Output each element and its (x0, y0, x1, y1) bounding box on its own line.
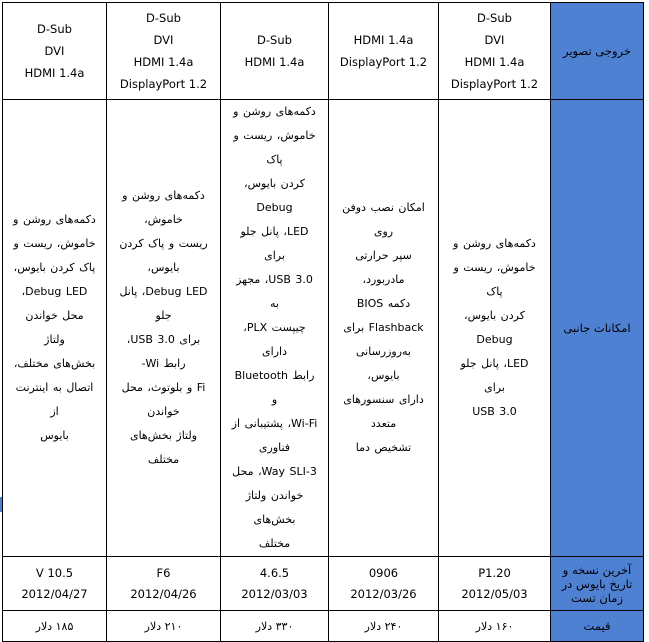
output-text: DisplayPort 1.2 (119, 77, 208, 91)
cell-features-5 (439, 100, 551, 557)
cell-output-4 (329, 3, 439, 100)
cell-features-3 (221, 100, 329, 557)
feature-line: پاک کردن بایوس، (13, 261, 96, 274)
bios-version: V 10.5 (35, 565, 74, 580)
cell-output-1 (3, 3, 107, 100)
feature-line: خاموش، ریست و (13, 237, 96, 250)
output-text: DisplayPort 1.2 (339, 55, 428, 69)
motherboard-comparison-table (2, 2, 644, 642)
output-text: DisplayPort 1.2 (450, 77, 539, 91)
row-header-bios: آخرین نسخه و تاریخ بایوس در زمان تست (551, 557, 644, 611)
bios-date: 2012/03/26 (350, 586, 417, 601)
output-text: HDMI 1.4a (464, 55, 525, 69)
cell-features-4 (329, 100, 439, 557)
feature-line: 3-Way SLI، محل (232, 465, 317, 478)
bios-date: 2012/04/26 (130, 586, 197, 601)
feature-line: خاموش، ریست و پاک (453, 261, 536, 298)
feature-line: Flashback برای (343, 321, 424, 334)
output-text: D-Sub (257, 33, 292, 47)
feature-line: تشخیص دما (355, 441, 412, 454)
feature-line: کردن بایوس، Debug (464, 309, 525, 346)
feature-line: ولتاژ بخش‌های مختلف (129, 429, 198, 466)
row-video-output (3, 3, 644, 100)
feature-line: Wi-Fi، پشتیبانی از (231, 417, 318, 430)
feature-line: دارای سنسورهای متعدد (343, 393, 424, 430)
selection-marker (0, 497, 2, 512)
output-text: D-Sub (37, 22, 72, 36)
bios-version: P1.20 (478, 565, 511, 580)
row-features (3, 100, 644, 557)
feature-line: Fi و بلوتوث، محل خواندن (121, 381, 206, 418)
feature-line: دکمه‌های روشن و (233, 105, 316, 118)
cell-price-4: ۲۴۰ دلار (329, 611, 439, 642)
feature-line: به‌روزرسانی بایوس، (355, 345, 411, 382)
bios-date: 2012/03/03 (241, 586, 308, 601)
cell-bios-3 (221, 557, 329, 611)
feature-line: خاموش، ریست و پاک (233, 129, 316, 166)
cell-price-5: ۱۶۰ دلار (439, 611, 551, 642)
row-header-features: امکانات جانبی (551, 100, 644, 557)
bios-version: F6 (156, 565, 171, 580)
feature-line: خواندن ولتاژ بخش‌های (245, 489, 304, 526)
output-text: HDMI 1.4a (133, 55, 194, 69)
bios-version: 4.6.5 (259, 565, 290, 580)
cell-bios-1 (3, 557, 107, 611)
output-text: HDMI 1.4a (244, 55, 305, 69)
feature-line: امکان نصب دوفن روی (342, 201, 425, 238)
feature-line: ریست و پاک کردن بایوس، (119, 237, 208, 274)
feature-line: چیپست PLX، دارای (243, 321, 306, 358)
output-text: DVI (44, 44, 65, 58)
cell-bios-5 (439, 557, 551, 611)
bios-date: 2012/04/27 (21, 586, 88, 601)
feature-line: دکمه‌های روشن و خاموش، (122, 189, 205, 226)
feature-line: محل خواندن ولتاژ (25, 309, 84, 346)
feature-line: USB 3.0 (472, 405, 517, 418)
comparison-table-wrapper (2, 2, 643, 633)
cell-output-3 (221, 3, 329, 100)
feature-line: رابط Bluetooth و (234, 369, 315, 406)
bios-version: 0906 (368, 565, 399, 580)
output-text: HDMI 1.4a (353, 33, 414, 47)
cell-output-5 (439, 3, 551, 100)
cell-price-2: ۲۱۰ دلار (107, 611, 221, 642)
feature-line: برای USB 3.0، رابط Wi- (126, 333, 201, 370)
cell-price-3: ۳۳۰ دلار (221, 611, 329, 642)
row-header-price: قیمت (551, 611, 644, 642)
cell-features-2 (107, 100, 221, 557)
output-text: D-Sub (477, 11, 512, 25)
feature-line: دکمه‌های روشن و (13, 213, 96, 226)
feature-line: دکمه‌های روشن و (453, 237, 536, 250)
feature-line: اتصال به اینترنت از (15, 381, 94, 418)
feature-line: LED، پانل جلو برای (460, 357, 529, 394)
feature-line: بخش‌های مختلف، (13, 357, 96, 370)
feature-line: LED، پانل جلو برای (240, 225, 309, 262)
feature-line: Debug LED، (21, 285, 88, 298)
feature-line: Debug LED، پانل جلو (119, 285, 208, 322)
feature-line: دکمه BIOS (356, 297, 411, 310)
row-bios-version (3, 557, 644, 611)
cell-price-1: ۱۸۵ دلار (3, 611, 107, 642)
feature-line: USB 3.0، مجهز به (236, 273, 313, 310)
feature-line: فناوری (258, 441, 291, 454)
feature-line: بایوس (40, 429, 69, 442)
bios-date: 2012/05/03 (461, 586, 528, 601)
feature-line: مختلف (258, 537, 291, 550)
feature-line: کردن بایوس، Debug (244, 177, 305, 214)
row-header-output: خروجی تصویر (551, 3, 644, 100)
cell-bios-4 (329, 557, 439, 611)
cell-features-1 (3, 100, 107, 557)
output-text: DVI (153, 33, 174, 47)
output-text: DVI (484, 33, 505, 47)
output-text: HDMI 1.4a (24, 66, 85, 80)
row-price (3, 611, 644, 642)
output-text: D-Sub (146, 11, 181, 25)
cell-bios-2 (107, 557, 221, 611)
feature-line: سپر حرارتی مادربورد، (355, 249, 412, 286)
cell-output-2 (107, 3, 221, 100)
